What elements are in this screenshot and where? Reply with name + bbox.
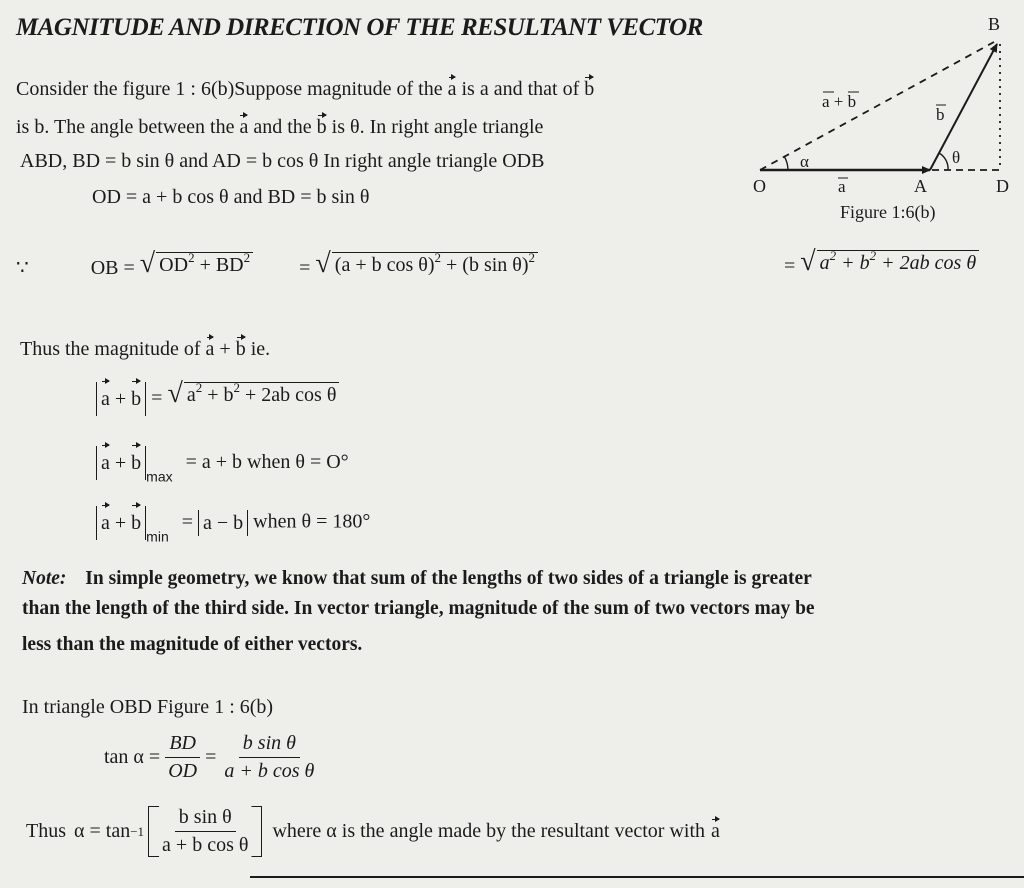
vector-a-symbol: a (447, 78, 457, 100)
note-label: Note: (22, 568, 67, 589)
label-b-point: B (988, 14, 1001, 34)
label-d: D (996, 176, 1009, 196)
label-sum: a + b (822, 92, 857, 111)
label-o: O (753, 176, 766, 196)
tan-alpha-equation: tan α = $\frac{BD}{OD}$ = $\frac{\text{b sin θ}}{\text{a + b cos θ}}$ (104, 732, 315, 782)
ob-equation: ∵ OB = √ $OD^2 + BD^2$ = √ (a + b cos θ)$^2$ + (b sin θ)$^2$ (16, 252, 538, 280)
intro-line-2: is b. The angle between the a and the b is θ. In right angle triangle (16, 116, 544, 138)
label-a-point: A (914, 176, 927, 196)
intro-line-3: ABD, BD = b sin θ and AD = b cos θ In right angle triangle ODB (20, 150, 545, 172)
label-vec-b: b (936, 105, 945, 124)
theta-arc (939, 153, 948, 170)
vector-b-symbol: b (584, 78, 595, 100)
intro-line-1: Consider the figure 1 : 6(b)Suppose magnitude of the a is a and that of b (16, 78, 595, 100)
direction-intro: In triangle OBD Figure 1 : 6(b) (22, 696, 274, 718)
page-title: MAGNITUDE AND DIRECTION OF THE RESULTANT VECTOR (16, 14, 703, 41)
note-line-2: than the length of the third side. In vector triangle, magnitude of the sum of two vectors may be (22, 598, 815, 619)
because-symbol: ∵ (16, 257, 29, 279)
label-vec-a: a (838, 177, 846, 196)
note-line-3: less than the magnitude of either vectors. (22, 634, 363, 655)
alpha-arc (784, 156, 788, 170)
label-alpha: α (800, 152, 809, 171)
ob-equation-final: = √ $a^2 + b^2 + 2ab$ cos θ (784, 250, 979, 278)
intro-line-4: OD = a + b cos θ and BD = b sin θ (92, 186, 370, 208)
label-theta: θ (952, 148, 961, 167)
magnitude-equation: a + b = √ $a^2 + b^2 + 2ab$ cos θ (96, 382, 339, 416)
note-line-1: Note: In simple geometry, we know that sum of the lengths of two sides of a triangle is greater (22, 568, 812, 589)
vector-triangle-figure (748, 10, 1018, 225)
bottom-rule (250, 876, 1024, 878)
figure-caption: Figure 1:6(b) (840, 202, 936, 222)
magnitude-min: $a + b_{min} = a - b$ when θ = 180° (96, 506, 370, 540)
alpha-equation: Thus α = tan −1 $\frac{\text{b sin θ}}{\text{a + b cos θ}}$ where α is the angle made by the resultant vector with a (26, 806, 720, 856)
magnitude-intro: Thus the magnitude of a + b ie. (20, 338, 271, 360)
magnitude-max: $a + b_{max} = a + b$ when θ = O° (96, 446, 349, 480)
